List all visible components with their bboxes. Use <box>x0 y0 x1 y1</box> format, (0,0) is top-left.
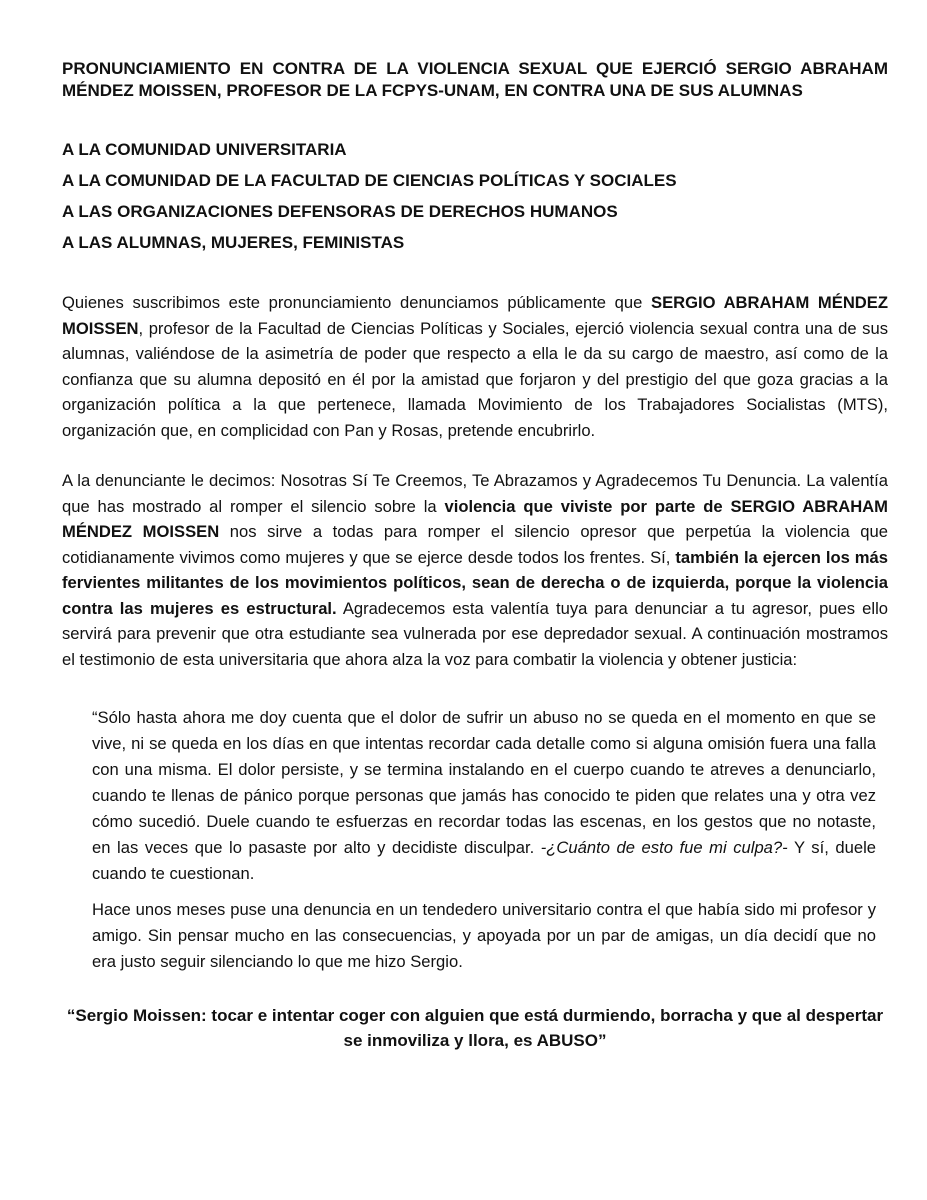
accused-name-bold: SERGIO ABRAHAM MÉNDEZ MOISSEN <box>62 293 888 338</box>
body-paragraph-1 <box>62 290 888 443</box>
addressee-line: A LA COMUNIDAD DE LA FACULTAD DE CIENCIAS POLÍTICAS Y SOCIALES <box>62 171 677 190</box>
testimony-paragraph-2: Hace unos meses puse una denuncia en un tendedero universitario contra el que había sido mi profesor y amigo. Sin pensar mucho en las consecuencias, y apoyada por un par de amigas, un día decidí que no era justo seguir silenciando lo que me hizo Sergio. <box>92 900 876 971</box>
document-title: PRONUNCIAMIENTO EN CONTRA DE LA VIOLENCIA SEXUAL QUE EJERCIÓ SERGIO ABRAHAM MÉNDEZ MOISSEN, PROFESOR DE LA FCPYS-UNAM, EN CONTRA UNA DE SUS ALUMNAS <box>62 59 888 100</box>
testimony-quote <box>92 705 876 975</box>
emphasis-bold: también la ejercen los más fervientes militantes de los movimientos políticos, sean de derecha o de izquierda, porque la violencia contra las mujeres es estructural. <box>62 547 888 618</box>
testimony-paragraph-1 <box>92 705 876 887</box>
addressee-line: A LA COMUNIDAD UNIVERSITARIA <box>62 140 347 159</box>
body-paragraph-2 <box>62 468 888 672</box>
addressee-line: A LAS ORGANIZACIONES DEFENSORAS DE DERECHOS HUMANOS <box>62 202 618 221</box>
italic-question: -¿Cuánto de esto fue mi culpa?- <box>540 838 788 857</box>
paragraph-text: “Sólo hasta ahora me doy cuenta que el dolor de sufrir un abuso no se queda en el momento en que se vive, ni se queda en los días en que intentas recordar cada detalle como si alguna omisión fuera una falla con una misma. El dolor persiste, y se termina instalando en el cuerpo cuando te atreves a denunciarlo, cuando te llenas de pánico porque personas que jamás has conocido te piden que relates una y otra vez cómo sucedió. Duele cuando te esfuerzas en recordar todas las escenas, en los gestos que no notaste, en las veces que lo pasaste por alto y decidiste disculpar. <box>92 708 876 857</box>
paragraph-text: nos sirve a todas para romper el silencio opresor que perpetúa la violencia que cotidianamente vivimos como mujeres y que se ejerce desde todos los frentes. Sí, <box>62 522 888 567</box>
paragraph-text: Agradecemos esta valentía tuya para denunciar a tu agresor, pues ello servirá para prevenir que otra estudiante sea vulnerada por ese depredador sexual. A continuación mostramos el testimonio de esta universitaria que ahora alza la voz para combatir la violencia y obtener justicia: <box>62 598 888 669</box>
paragraph-text: A la denunciante le decimos: Nosotras Sí Te Creemos, Te Abrazamos y Agradecemos Tu Denuncia. La valentía que has mostrado al romper el silencio sobre la <box>62 471 888 516</box>
addressee-line: A LAS ALUMNAS, MUJERES, FEMINISTAS <box>62 233 405 252</box>
addressee-list <box>62 140 888 253</box>
emphasis-bold: violencia que viviste por parte de SERGIO ABRAHAM MÉNDEZ MOISSEN <box>62 496 888 541</box>
paragraph-text: Quienes suscribimos este pronunciamiento denunciamos públicamente que <box>62 293 651 312</box>
closing-quote: “Sergio Moissen: tocar e intentar coger con alguien que está durmiendo, borracha y que al despertar se inmoviliza y llora, es ABUSO” <box>66 1006 884 1050</box>
document-page <box>62 58 888 1053</box>
paragraph-text: , profesor de la Facultad de Ciencias Políticas y Sociales, ejerció violencia sexual contra una de sus alumnas, valiéndose de la asimetría de poder que respecto a ella le da su cargo de maestro, así como de la confianza que su alumna depositó en él por la amistad que forjaron y del prestigio del que goza gracias a la organización política a la que pertenece, llamada Movimiento de los Trabajadores Socialistas (MTS), organización que, en complicidad con Pan y Rosas, pretende encubrirlo. <box>62 318 888 440</box>
paragraph-text: Y sí, duele cuando te cuestionan. <box>92 838 877 883</box>
